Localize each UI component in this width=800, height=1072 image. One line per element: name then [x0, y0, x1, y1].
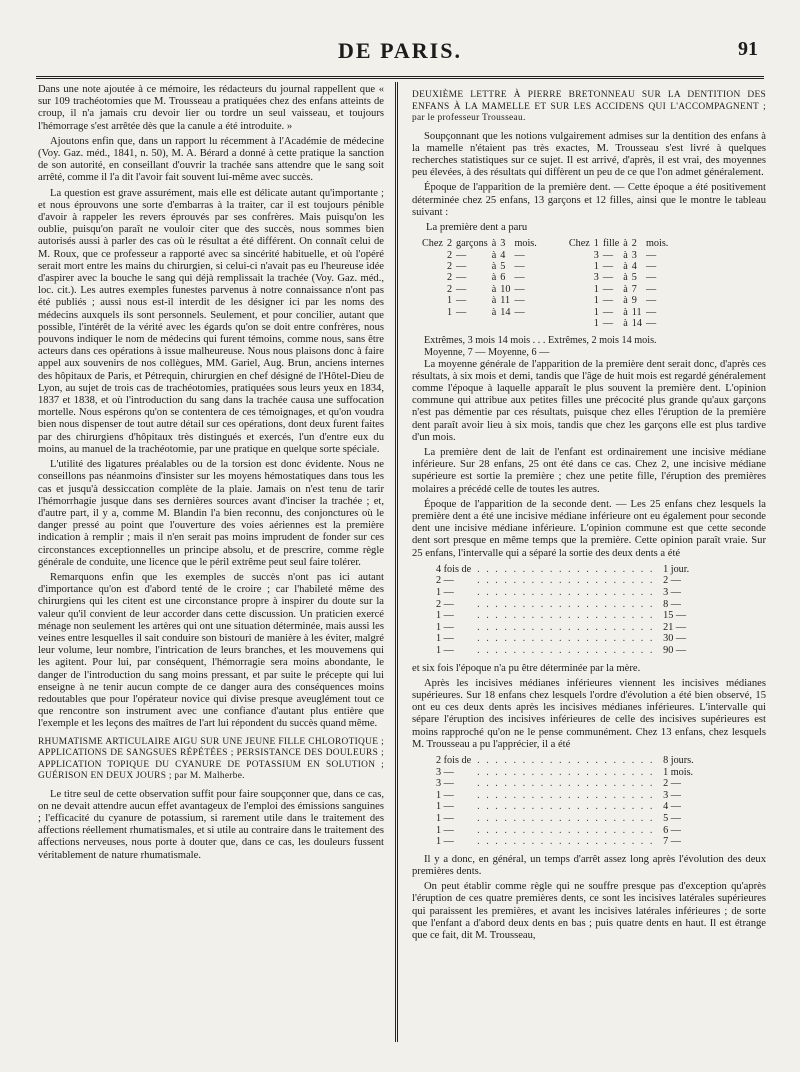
- leader-dots: . . . . . . . . . . . . . . . . . . . .: [477, 812, 655, 824]
- paragraph: Époque de l'apparition de la première dent. — Cette époque a été positivement déterminée chez 25 enfans, 13 garçons et 12 filles, ainsi que le montre le tableau suivant :: [412, 182, 766, 218]
- interval-cell: 6 —: [663, 824, 681, 836]
- leader-dots: . . . . . . . . . . . . . . . . . . . .: [477, 801, 655, 813]
- leader-dots: . . . . . . . . . . . . . . . . . . . .: [477, 778, 655, 790]
- girls-cell: à: [623, 306, 628, 318]
- left-column: [38, 84, 384, 1044]
- girls-cell: —: [602, 260, 614, 272]
- girls-cell: —: [645, 306, 657, 318]
- girls-cell: 7: [631, 283, 637, 295]
- table-separator: [541, 250, 569, 261]
- table-separator: [541, 295, 569, 306]
- table-caption: La première dent a paru: [426, 221, 528, 233]
- girls-cell: 5: [631, 272, 637, 284]
- table-row: [436, 633, 695, 645]
- boys-cell: [422, 261, 447, 272]
- leader-dots: . . . . . . . . . . . . . . . . . . . .: [477, 824, 655, 836]
- boys-cell: 14: [500, 306, 511, 318]
- paragraph: La première dent de lait de l'enfant est ordinairement une incisive médiane inférieure. Sur 28 enfans, 25 ont été dans ce cas. Chez 2, une incisive médiane supérieure est sortie la première ; chez une petite fille, l'éruption des premières molaires a précédé celle de toutes les autres.: [412, 446, 766, 495]
- boys-cell: à: [491, 249, 497, 261]
- interval-cell: 3 —: [663, 587, 681, 598]
- interval-cell: 5 —: [663, 812, 681, 824]
- interval-cell: 4 —: [663, 801, 681, 813]
- boys-cell: [422, 295, 447, 306]
- boys-cell: —: [456, 283, 467, 295]
- leader-dots: . . . . . . . . . . . . . . . . . . . .: [477, 766, 655, 778]
- boys-cell: à: [491, 238, 497, 250]
- page-header: [36, 36, 764, 70]
- right-column: [412, 84, 766, 1044]
- paragraph: L'utilité des ligatures préalables ou de la torsion est donc évidente. Nous ne conseillons pas néanmoins d'insister sur les moyens hémostatiques dans tous les cas et jusqu'à dessiccation complète de la plaie. Jamais on n'est tenu de tarir l'hémorrhagie jusque dans ses dernières sources avant d'inciser la trachée ; et, d'autre part, il y a, comme M. Blandin l'a bien reconnu, des conjonctures où le danger pressé au point que l'ouverture des voies aériennes est la première indication à remplir ; mais il n'en serait pas moins imprudent de fonder sur ces circonstances exceptionnelles un principe absolu, et de prescrire, comme règle générale de conduite, une licence que le péril extrême peut seul faire tolérer.: [38, 459, 384, 568]
- boys-cell: [422, 318, 447, 329]
- table-separator: [541, 284, 569, 295]
- boys-cell: [500, 318, 514, 329]
- interval-cell: 15 —: [663, 610, 687, 622]
- girls-cell: 1: [593, 306, 599, 318]
- girls-cell: —: [602, 283, 614, 295]
- girls-cell: à: [623, 260, 628, 272]
- boys-cell: —: [456, 272, 467, 284]
- paragraph: Soupçonnant que les notions vulgairement admises sur la dentition des enfans à la mamelle n'étaient pas très exactes, M. Trousseau s'est livré à quelques recherches statistiques sur ce sujet. Il est arrivé, d'après, il est vrai, des moyennes peu élevées, à des résultats qui diffèrent un peu de ce que l'on admet généralement.: [412, 130, 766, 179]
- girls-cell: à: [623, 238, 628, 250]
- upper-incisor-interval-table: [436, 755, 700, 848]
- boys-cell: 2: [446, 272, 453, 284]
- count-cell: 1 —: [436, 610, 454, 622]
- interval-cell: 7 —: [663, 836, 681, 848]
- interval-cell: 8 jours.: [663, 754, 694, 766]
- leader-dots: . . . . . . . . . . . . . . . . . . . .: [477, 621, 655, 633]
- boys-cell: —: [514, 249, 525, 261]
- count-cell: 2 fois de: [436, 754, 472, 766]
- header-rule: [36, 76, 764, 79]
- girls-cell: [569, 318, 594, 329]
- boys-cell: —: [514, 272, 525, 284]
- paragraph: Le titre seul de cette observation suffit pour faire soupçonner que, dans ce cas, on ne devait attendre aucun effet avantageux de l'emploi des émissions sanguines ; l'efficacité du cyanure de potassium, si rarement utile dans le traitement des affections réellement rhumatismales, et si utile au contraire dans le traitement des affections nerveuses, nous porte à douter que, dans ce cas, les douleurs fussent véritablement de nature rhumatismale.: [38, 788, 384, 861]
- table-row: [422, 272, 672, 283]
- count-cell: 1 —: [436, 621, 454, 633]
- section-title-rheumatism: RHUMATISME ARTICULAIRE AIGU SUR UNE JEUNE FILLE CHLOROTIQUE ; APPLICATIONS DE SANGSUES RÉPÉTÉES ; PERSISTANCE DES DOULEURS ; APPLICATION TOPIQUE DU CYANURE DE POTASSIUM EN SOLUTION ; GUÉRISON EN DEUX JOURS ; par M. Malherbe.: [38, 736, 384, 782]
- boys-cell: 4: [500, 249, 506, 261]
- boys-cell: 3: [500, 238, 506, 250]
- page-number: 91: [738, 38, 758, 60]
- table-separator: [541, 238, 569, 249]
- leader-dots: . . . . . . . . . . . . . . . . . . . .: [477, 836, 655, 848]
- paragraph: Époque de l'apparition de la seconde dent. — Les 25 enfans chez lesquels la première dent a été une incisive médiane inférieure ont eu également pour seconde dent une incisive médiane inférieure. L'opinion commune est que cette seconde dent sort presque en même temps que la première. Cette opinion paraît vraie. Sur 25 enfans, l'intervalle qui a séparé la sortie des deux dents a été: [412, 498, 766, 559]
- table-separator: [541, 261, 569, 272]
- boys-cell: —: [514, 283, 525, 295]
- section-title-dentition: DEUXIÈME LETTRE À PIERRE BRETONNEAU SUR LA DENTITION DES ENFANS À LA MAMELLE ET SUR LES ACCIDENS QUI L'ACCOMPAGNENT ; par le professeur Trousseau.: [412, 90, 766, 123]
- girls-cell: 1: [593, 238, 599, 250]
- running-title: DE PARIS.: [338, 38, 462, 63]
- girls-cell: 2: [631, 238, 637, 250]
- interval-cell: 3 —: [663, 789, 681, 801]
- girls-cell: —: [602, 317, 614, 329]
- boys-cell: [422, 307, 447, 318]
- table-row: [436, 801, 700, 813]
- boys-cell: 11: [500, 295, 511, 307]
- boys-cell: à: [491, 272, 497, 284]
- boys-cell: 1: [446, 306, 453, 318]
- boys-cell: 2: [446, 238, 453, 250]
- totals-averages: Moyenne, 7 — Moyenne, 6 —: [424, 346, 550, 358]
- girls-cell: —: [645, 283, 657, 295]
- table-row: [422, 318, 672, 329]
- boys-cell: —: [456, 249, 467, 261]
- boys-cell: à: [491, 306, 497, 318]
- table-separator: [541, 318, 569, 329]
- girls-cell: 1: [593, 295, 599, 307]
- boys-cell: —: [514, 260, 525, 272]
- leader-dots: . . . . . . . . . . . . . . . . . . . .: [477, 644, 655, 656]
- boys-cell: garçons: [456, 238, 488, 250]
- girls-cell: à: [623, 283, 628, 295]
- count-cell: 1 —: [436, 644, 454, 656]
- boys-cell: 10: [500, 283, 511, 295]
- paragraph: Dans une note ajoutée à ce mémoire, les rédacteurs du journal rappellent que « sur 109 trachéotomies que M. Trousseau a pratiquées chez des enfans atteints de croup, il n'a jamais cru devoir lier ou tordre un seul vaisseau, et toujours l'hémorrage s'est arrêtée dès que la canule a été introduite. »: [38, 84, 384, 132]
- boys-cell: à: [491, 283, 497, 295]
- count-cell: 1 —: [436, 801, 454, 813]
- girls-cell: [569, 272, 594, 283]
- first-tooth-table: [422, 238, 672, 329]
- girls-cell: [569, 295, 594, 306]
- boys-cell: —: [456, 306, 467, 318]
- paragraph: La question est grave assurément, mais elle est délicate autant qu'importante ; et nous éprouvons une sorte d'embarras à la traiter, car il est toujours pénible d'avoir à rappeler les revers éprouvés par ses confrères. Mais puisqu'on les oublie, puisqu'on paraît ne vouloir citer que des succès, nous sommes bien autorisés aussi à parler des cas où le résultat a été différent. On connaît celui de M. Roux, que ce professeur a rapporté avec sa sincérité habituelle, et où l'opéré serait mort entre les mains du chirurgien, si celui-ci n'avait pas eu l'heureuse idée d'aspirer avec la bouche le sang qui déjà remplissait la trachée (Voy. Gaz. méd., loc. cit.). Les autres exemples funestes parvenus à notre connaissance n'ont pas été publiés ; aussi nous est-il interdit de les désigner ici par les noms des médecins auxquels ils sont personnels. Seulement, et pour concilier, autant que possible, l'intérêt de la vérité avec les égards qu'on se doit entre confrères, nous pouvons indiquer le nom de médecins qui furent témoins, comme nous, sans être acteurs dans ces opérations à issue malheureuse. Nous nous plaisons donc à faire appel aux souvenirs de nos collègues, MM. Gariel, Aug. Brun, anciens internes des hôpitaux de Paris, et Pétrequin, chirurgien en chef désigné de l'Hôtel-Dieu de Lyon, au sujet de trois cas de trachéotomies, pratiquées sous leurs yeux en 1834, 1837 et 1838, et où l'introduction du sang dans la trachée causa une suffocation mortelle. Nous espérons qu'on se contentera de ces témoignages, et qu'on voudra bien nous dispenser de tout autre détail sur ces opérations, dont deux furent faites par des chirurgiens d'hôpitaux très distingués et exercés, l'un d'entre eux du moins, au manuel de la trachéotomie, par une pratique en quelque sorte spéciale.: [38, 187, 384, 455]
- leader-dots: . . . . . . . . . . . . . . . . . . . .: [477, 598, 655, 610]
- count-cell: 2 —: [436, 598, 454, 610]
- boys-cell: [447, 318, 456, 329]
- paragraph: Après les incisives médianes inférieures viennent les incisives médianes supérieures. Sur 18 enfans chez lesquels l'ordre d'évolution a été bien observé, 15 ont eu ces deux dents après les incisives médianes inférieures. L'intervalle qui sépare l'éruption des incisives inférieures de celle des incisives supérieures est moins rapproché qu'on ne le pense communément. Chez 13 enfans, chez lesquels M. Trousseau a pu l'apprécier, il a été: [412, 677, 766, 750]
- boys-cell: 1: [446, 295, 453, 307]
- table-row: [436, 755, 700, 767]
- column-divider: [395, 82, 398, 1042]
- girls-cell: 14: [631, 317, 642, 329]
- leader-dots: . . . . . . . . . . . . . . . . . . . .: [477, 563, 655, 575]
- boys-cell: [422, 272, 447, 283]
- table-row: [422, 250, 672, 261]
- table-separator: [541, 272, 569, 283]
- table-row: [436, 778, 700, 790]
- leader-dots: . . . . . . . . . . . . . . . . . . . .: [477, 575, 655, 587]
- count-cell: 1 —: [436, 633, 454, 645]
- girls-cell: 11: [631, 306, 642, 318]
- leader-dots: . . . . . . . . . . . . . . . . . . . .: [477, 587, 655, 598]
- count-cell: 1 —: [436, 587, 454, 598]
- table-row: [436, 599, 695, 611]
- paragraph: On peut établir comme règle qui ne souffre presque pas d'exception qu'après l'éruption de ces quatre premières dents, ce sont les incisives latérales supérieures qui paraissent les premières, et avant les incisives latérales inférieures ; de sorte que l'enfant a d'abord deux dents en bas ; puis quatre dents en haut. Il est étrange que ce fait, dit M. Trousseau,: [412, 881, 766, 941]
- table-row: [422, 238, 672, 249]
- girls-cell: 1: [593, 317, 599, 329]
- interval-cell: 21 —: [663, 621, 687, 633]
- table-row: [436, 622, 695, 634]
- paragraph: Remarquons enfin que les exemples de succès n'ont pas ici autant d'importance qu'on est d'abord tenté de le croire ; car l'habileté même des chirurgiens qui les citent est une circonstance propre à inspirer du doute sur la valeur qu'il convient de leur accorder dans cette discussion. Un praticien exercé ménage non seulement les artères qui ont une situation déterminée, mais aussi les veines entre lesquelles il sait conduire son bistouri de manière à les éviter, malgré leur volume, leur nombre, l'intrication de leurs branches, et les mouvemens qui les agitent. Pour lui, par conséquent, l'hémorragie sera moins abondante, le danger de l'introduction du sang moins pressant, et par suite le précepte qui lui enseigne à ne tenir aucun compte de ce danger aura des conséquences moins redoutables que pour l'opérateur novice qui divise presque aveuglément tout ce que rencontre son instrument avec une confiance d'autant plus entière que l'exemple et les leçons des maîtres de l'art lui répondent du succès quand même.: [38, 571, 384, 730]
- girls-cell: 3: [593, 249, 599, 261]
- totals-extremes: Extrêmes, 3 mois 14 mois . . . Extrêmes, 2 mois 14 mois.: [424, 335, 657, 347]
- boys-cell: à: [491, 295, 497, 307]
- girls-cell: [569, 250, 594, 261]
- interval-cell: 30 —: [663, 633, 687, 645]
- boys-cell: 5: [500, 260, 506, 272]
- table-separator: [541, 307, 569, 318]
- girls-cell: 4: [631, 260, 637, 272]
- boys-cell: —: [456, 260, 467, 272]
- girls-cell: —: [602, 306, 614, 318]
- boys-cell: [514, 318, 540, 329]
- table-row: [436, 575, 695, 587]
- boys-cell: Chez: [422, 238, 443, 250]
- interval-cell: 1 jour.: [663, 563, 690, 575]
- table-row: [436, 813, 700, 825]
- interval-cell: 8 —: [663, 598, 681, 610]
- girls-cell: 3: [631, 249, 637, 261]
- girls-cell: Chez: [568, 238, 590, 250]
- girls-cell: [569, 261, 594, 272]
- girls-cell: à: [623, 249, 628, 261]
- girls-cell: [569, 284, 594, 295]
- boys-cell: 2: [446, 260, 453, 272]
- paragraph: La moyenne générale de l'apparition de la première dent serait donc, d'après ces résultats, à six mois et demi, tandis que l'âge de huit mois est regardé généralement comme l'époque à laquelle apparaît le plus souvent la première dent. L'opinion commune qui attribue aux petites filles une précocité plus grande qu'aux garçons n'est pas démentie par ces résultats, puisque chez elles l'éruption de la première dent paraît avoir lieu à six mois, tandis que chez les garçons elle est plus tardive d'un mois.: [412, 358, 766, 443]
- table-row: [436, 587, 695, 599]
- boys-cell: mois.: [514, 238, 537, 250]
- table-row: [436, 645, 695, 657]
- girls-cell: —: [602, 295, 614, 307]
- paragraph: et six fois l'époque n'a pu être déterminée par la mère.: [412, 662, 641, 674]
- girls-cell: [569, 307, 594, 318]
- boys-cell: 6: [500, 272, 506, 284]
- girls-cell: 1: [593, 283, 599, 295]
- boys-cell: 2: [446, 249, 453, 261]
- leader-dots: . . . . . . . . . . . . . . . . . . . .: [477, 610, 655, 622]
- boys-cell: —: [514, 306, 525, 318]
- count-cell: 3 —: [436, 766, 454, 778]
- girls-cell: —: [645, 317, 657, 329]
- girls-cell: —: [602, 249, 614, 261]
- boys-cell: [422, 284, 447, 295]
- table-row: [436, 825, 700, 837]
- boys-cell: [422, 250, 447, 261]
- girls-cell: 1: [593, 260, 599, 272]
- table-row: [422, 261, 672, 272]
- boys-cell: —: [514, 295, 525, 307]
- girls-cell: à: [623, 295, 628, 307]
- girls-cell: 3: [593, 272, 599, 284]
- leader-dots: . . . . . . . . . . . . . . . . . . . .: [477, 789, 655, 801]
- count-cell: 1 —: [436, 836, 454, 848]
- count-cell: 2 —: [436, 575, 454, 587]
- boys-cell: à: [491, 260, 497, 272]
- second-tooth-interval-table: [436, 564, 695, 657]
- girls-cell: —: [645, 260, 657, 272]
- count-cell: 4 fois de: [436, 563, 472, 575]
- table-totals: [424, 335, 766, 358]
- paragraph: Ajoutons enfin que, dans un rapport lu récemment à l'Académie de médecine (Voy. Gaz. méd., 1841, n. 50), M. A. Bérard a donné à cette pratique la sanction de son autorité, en conseillant d'ouvrir la trachée sans attendre que le sang soit arrêté, comme il l'a dit l'avoir fait souvent lui-même avec succès.: [38, 135, 384, 184]
- interval-cell: 90 —: [663, 644, 687, 656]
- girls-cell: à: [623, 272, 628, 284]
- count-cell: 1 —: [436, 824, 454, 836]
- girls-cell: —: [645, 272, 657, 284]
- interval-cell: 1 mois.: [663, 766, 694, 778]
- table-row: [436, 564, 695, 576]
- table-row: [422, 295, 672, 306]
- girls-cell: —: [645, 295, 657, 307]
- leader-dots: . . . . . . . . . . . . . . . . . . . .: [477, 754, 655, 766]
- leader-dots: . . . . . . . . . . . . . . . . . . . .: [477, 633, 655, 645]
- girls-cell: mois.: [645, 238, 669, 250]
- girls-cell: 9: [631, 295, 637, 307]
- table-row: [436, 767, 700, 779]
- boys-cell: —: [456, 295, 467, 307]
- table-row: [436, 610, 695, 622]
- table-row: [436, 836, 700, 848]
- count-cell: 3 —: [436, 778, 454, 790]
- girls-cell: —: [645, 249, 657, 261]
- table-row: [422, 284, 672, 295]
- girls-cell: à: [623, 317, 628, 329]
- table-row: [436, 790, 700, 802]
- boys-cell: 2: [446, 283, 453, 295]
- table-row: [422, 307, 672, 318]
- boys-cell: [492, 318, 501, 329]
- interval-cell: 2 —: [663, 778, 681, 790]
- girls-cell: —: [602, 272, 614, 284]
- girls-cell: fille: [602, 238, 620, 250]
- interval-cell: 2 —: [663, 575, 681, 587]
- paragraph: Il y a donc, en général, un temps d'arrêt assez long après l'évolution des deux premières dents.: [412, 853, 766, 877]
- count-cell: 1 —: [436, 789, 454, 801]
- count-cell: 1 —: [436, 812, 454, 824]
- boys-cell: [456, 318, 492, 329]
